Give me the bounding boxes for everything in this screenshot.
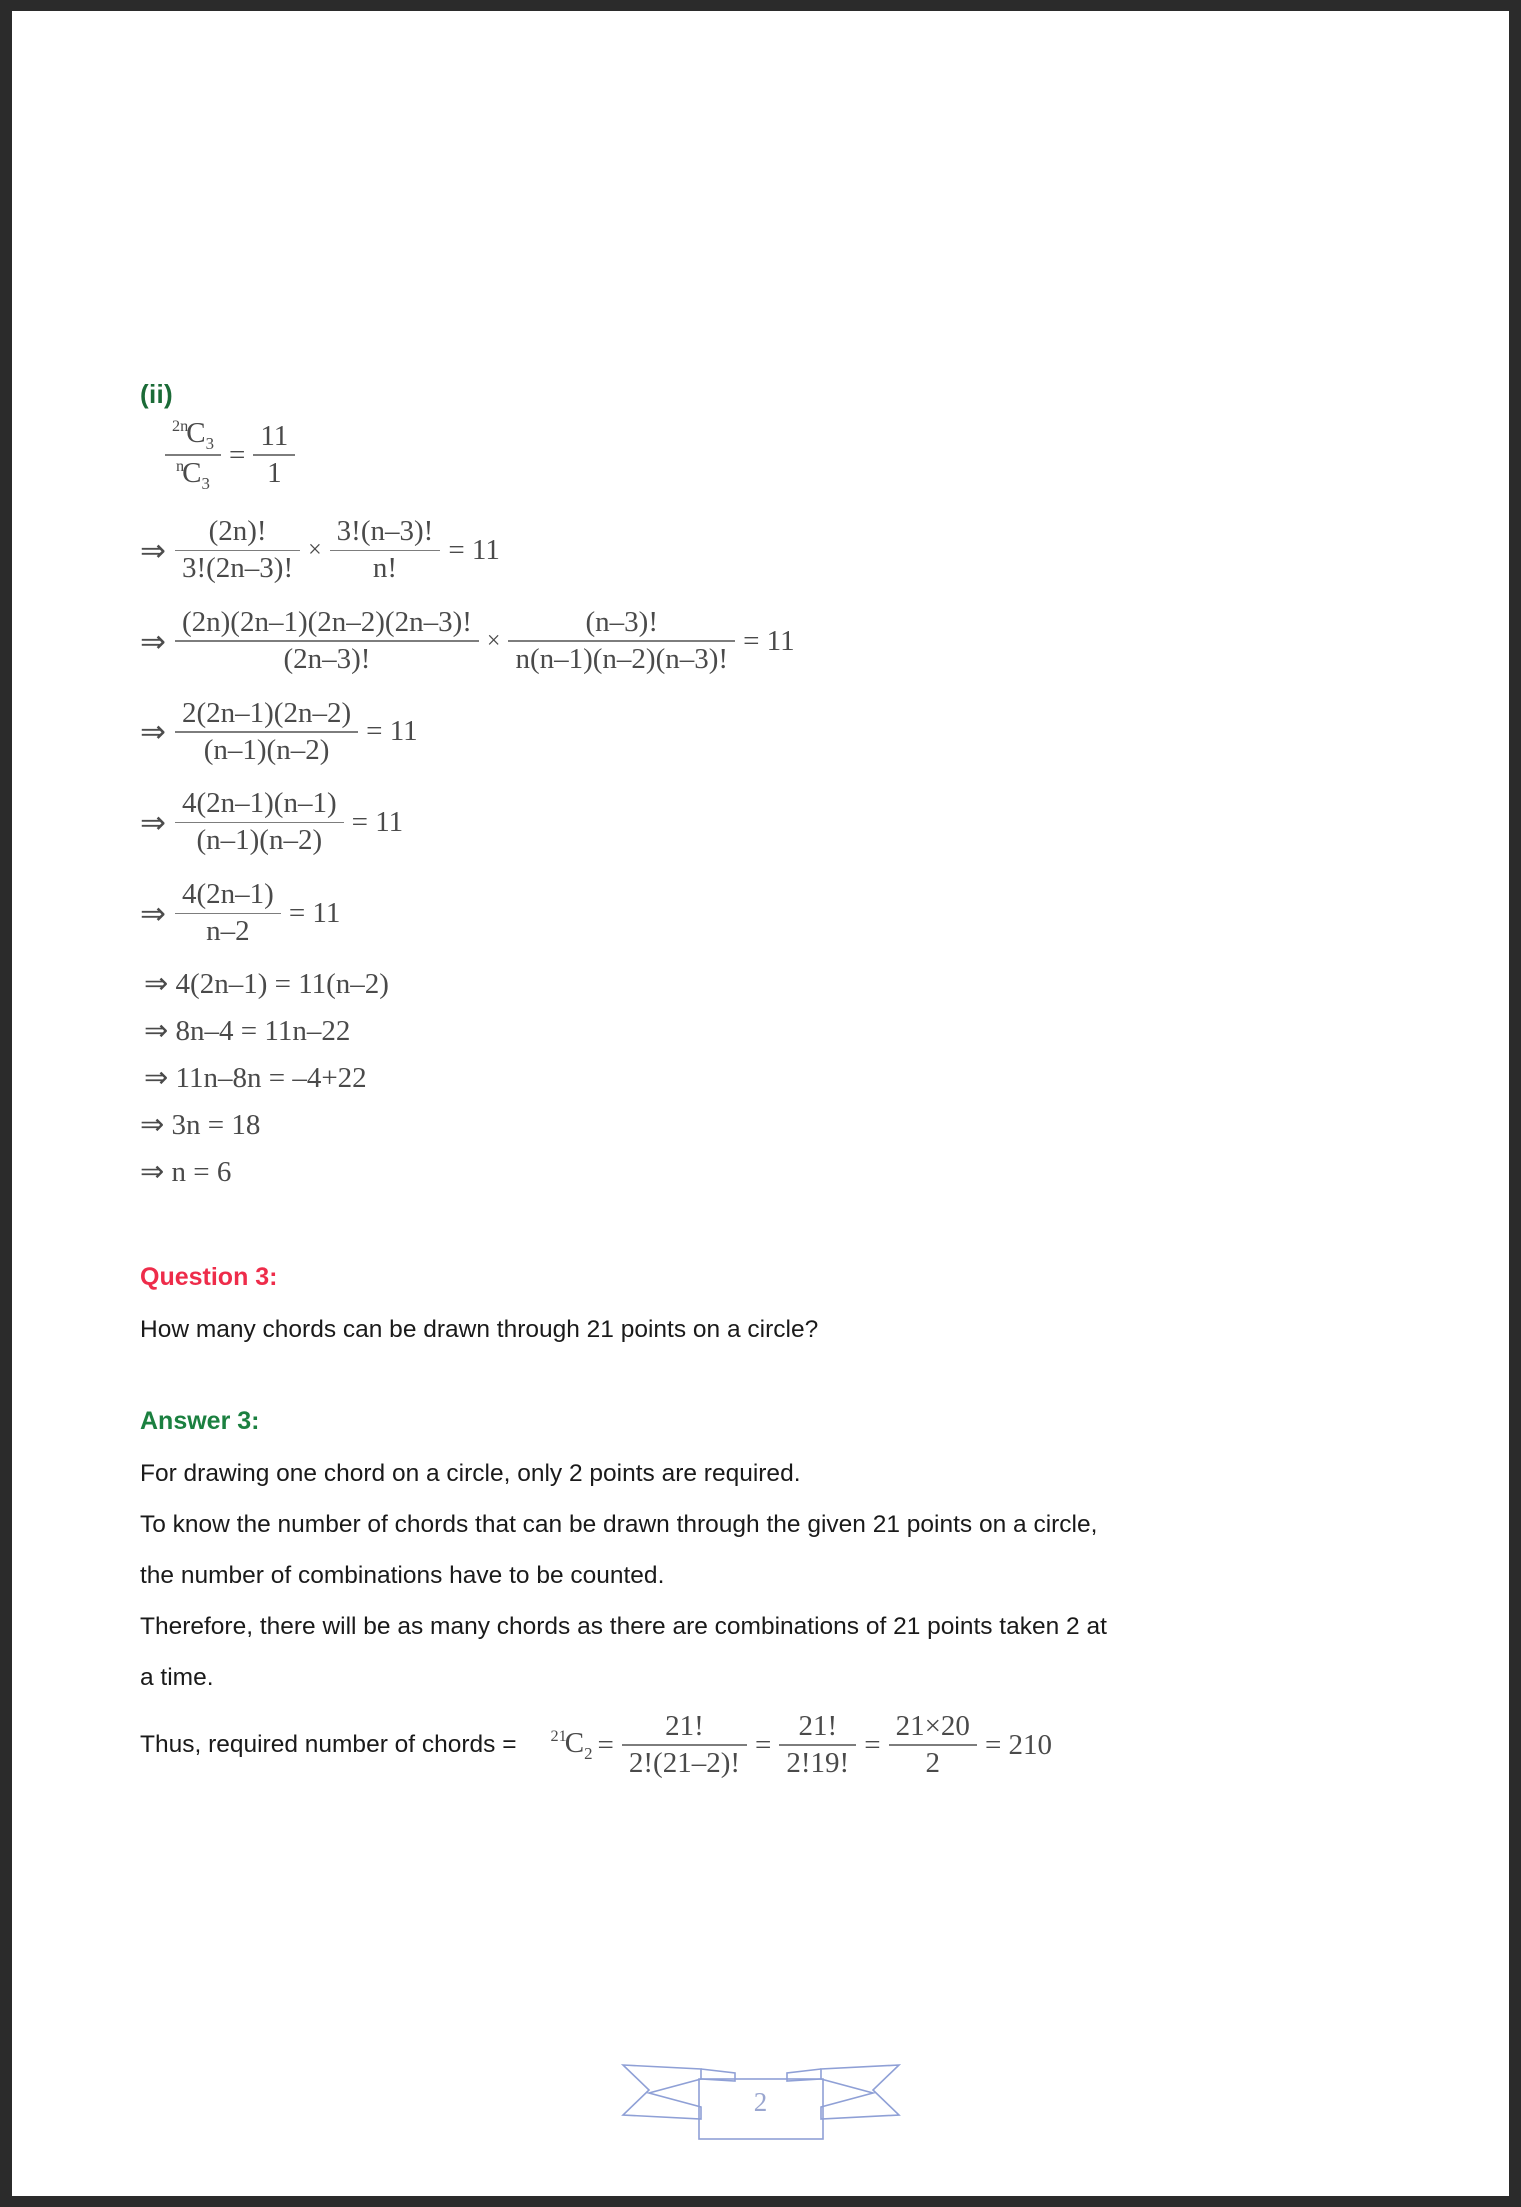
numerator	[165, 416, 221, 454]
numerator: 4(2n–1)	[181, 878, 274, 911]
final-formula	[551, 1709, 1058, 1782]
math-step-10: ⇒ 3n = 18	[140, 1108, 261, 1141]
times-sign: ×	[486, 627, 501, 654]
denominator: n!	[372, 552, 398, 585]
answer-line: For drawing one chord on a circle, only 2 points are required.	[140, 1459, 801, 1487]
math-step-2	[140, 514, 1410, 587]
implies-arrow: ⇒	[140, 532, 166, 568]
math-step-9: ⇒ 11n–8n = –4+22	[144, 1061, 367, 1094]
denominator	[169, 456, 217, 494]
math-step-7: ⇒ 4(2n–1) = 11(n–2)	[144, 967, 389, 1000]
equals-result-210: = 210	[984, 1728, 1053, 1761]
fraction-expanded-n	[508, 605, 735, 678]
c-symbol: C	[182, 456, 202, 489]
equals-sign: =	[228, 438, 246, 471]
denominator: 3!(2n–3)!	[181, 552, 294, 585]
combination-21-choose-2	[551, 1727, 593, 1764]
equals-sign-3: =	[864, 1728, 881, 1761]
spacer	[140, 1189, 1410, 1263]
page-number: 2	[753, 2087, 768, 2117]
numerator: 21!	[665, 1709, 704, 1742]
answer-line: a time.	[140, 1663, 214, 1691]
implies-arrow: ⇒	[140, 623, 166, 659]
answer-line: Therefore, there will be as many chords as there are combinations of 21 points taken 2 at	[140, 1612, 1107, 1640]
subscript-2: 2	[584, 1743, 593, 1763]
math-step-11: ⇒ n = 6	[140, 1155, 232, 1188]
answer-line: the number of combinations have to be counted.	[140, 1561, 665, 1589]
denominator: (n–1)(n–2)	[196, 824, 323, 857]
fraction-step6	[175, 877, 281, 950]
fraction-21fact-over-2fact19fact	[779, 1709, 856, 1782]
implies-arrow: ⇒	[140, 714, 166, 750]
superscript-21: 21	[550, 1727, 567, 1746]
fraction-21fact-over-2fact	[622, 1709, 747, 1782]
ribbon-banner	[615, 2031, 907, 2151]
document-content	[140, 379, 1410, 1782]
equals-eleven: = 11	[743, 624, 795, 657]
times-sign: ×	[308, 536, 322, 563]
answer-heading: Answer 3:	[140, 1406, 260, 1435]
numerator: 11	[260, 419, 289, 452]
numerator: 4(2n–1)(n–1)	[181, 787, 337, 820]
conclusion-label: Thus, required number of chords =	[140, 1731, 517, 1759]
denominator: n–2	[206, 915, 250, 948]
numerator: (2n)!	[208, 515, 267, 548]
equals-eleven: = 11	[351, 806, 404, 839]
section-label-ii: (ii)	[140, 379, 173, 409]
conclusion-row	[140, 1709, 1410, 1782]
denominator: 1	[267, 456, 282, 489]
denominator: 2	[925, 1746, 940, 1779]
equals-eleven: = 11	[448, 533, 500, 566]
math-step-4	[140, 696, 1410, 769]
fraction-expanded-2n	[175, 605, 479, 678]
fraction-step5	[175, 786, 344, 859]
denominator: (2n–3)!	[283, 642, 371, 675]
implies-arrow: ⇒	[140, 895, 166, 931]
spacer	[140, 1355, 1410, 1407]
numerator: 21!	[798, 1709, 838, 1742]
fraction-eleven-over-one	[253, 419, 295, 492]
subscript-3: 3	[201, 473, 210, 493]
numerator: 3!(n–3)!	[336, 515, 434, 548]
fraction-2n-factorial	[175, 514, 300, 587]
math-step-5	[140, 786, 1410, 859]
equals-sign-2: =	[755, 1728, 772, 1761]
denominator: n(n–1)(n–2)(n–3)!	[515, 642, 729, 675]
denominator: (n–1)(n–2)	[203, 733, 330, 766]
equals-sign-1: =	[597, 1728, 614, 1761]
answer-line: To know the number of chords that can be drawn through the given 21 points on a circle,	[140, 1510, 1098, 1538]
math-step-3	[140, 605, 1410, 678]
numerator: 2(2n–1)(2n–2)	[181, 696, 352, 729]
denominator: 2!19!	[786, 1746, 850, 1779]
math-step-1	[162, 416, 1410, 494]
numerator: (n–3)!	[585, 605, 658, 638]
denominator: 2!(21–2)!	[628, 1746, 741, 1779]
math-step-6	[140, 877, 1410, 950]
page-footer	[12, 2031, 1509, 2151]
implies-arrow: ⇒	[140, 805, 166, 841]
superscript-n: n	[176, 457, 185, 476]
equals-eleven: = 11	[288, 896, 341, 929]
fraction-21x20-over-2	[889, 1709, 977, 1782]
numerator: (2n)(2n–1)(2n–2)(2n–3)!	[181, 605, 472, 638]
equals-eleven: = 11	[366, 715, 418, 748]
page-sheet	[12, 11, 1509, 2196]
c-symbol: C	[186, 417, 206, 449]
superscript-2n: 2n	[172, 417, 189, 436]
fraction-combination-ratio	[165, 416, 221, 494]
fraction-3fact-n3	[330, 514, 441, 587]
math-step-8: ⇒ 8n–4 = 11n–22	[144, 1014, 351, 1047]
fraction-step4	[175, 696, 358, 769]
question-heading: Question 3:	[140, 1262, 278, 1291]
c-symbol: C	[564, 1726, 585, 1759]
question-text: How many chords can be drawn through 21 points on a circle?	[140, 1315, 819, 1343]
numerator: 21×20	[895, 1709, 970, 1742]
subscript-3: 3	[205, 433, 214, 453]
